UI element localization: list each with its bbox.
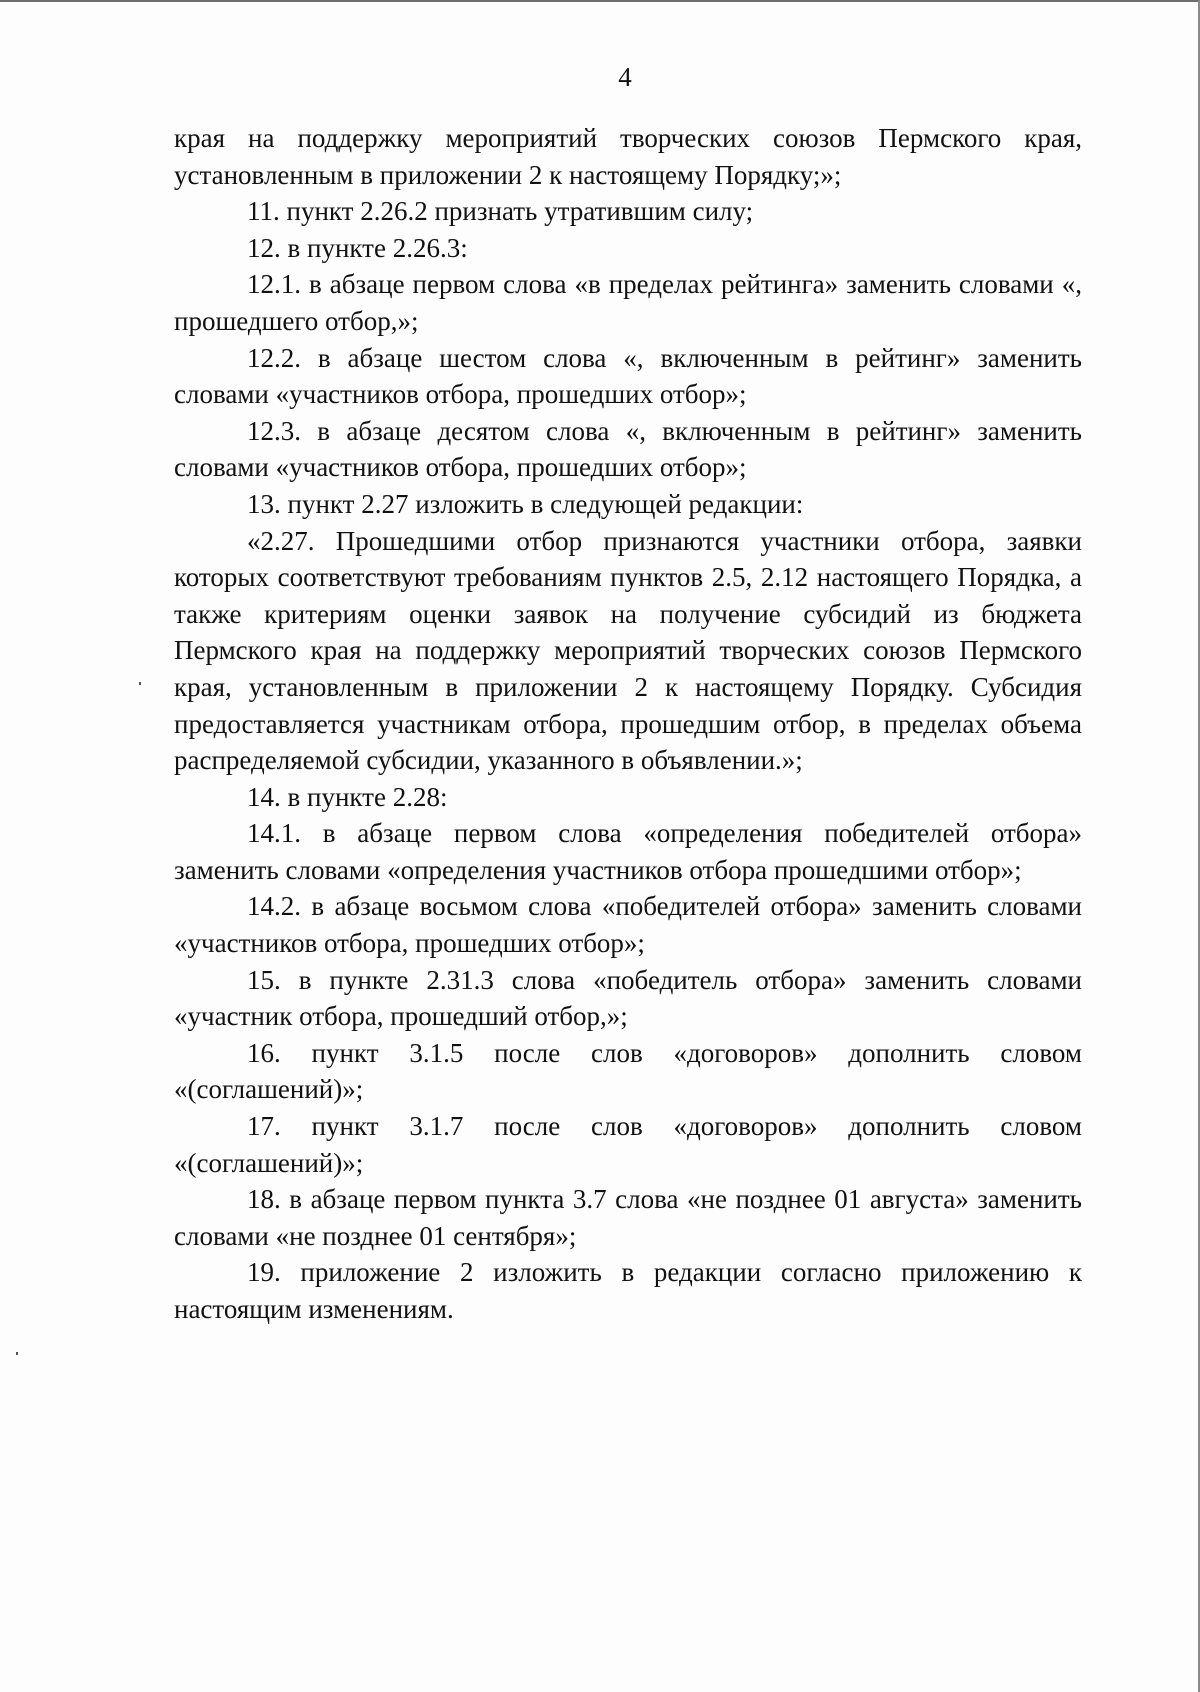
paragraph-item-17: 17. пункт 3.1.7 после слов «договоров» дополнить словом «(соглашений)»; [174,1111,1082,1178]
paragraph-continuation: края на поддержку мероприятий творческих союзов Пермского края, установленным в приложении 2 к настоящему Порядку;»; [174,123,1082,190]
paragraph-item-11: 11. пункт 2.26.2 признать утратившим силу; [247,196,754,227]
paragraph-item-12: 12. в пункте 2.26.3: [247,232,468,263]
paragraph-item-13: 13. пункт 2.27 изложить в следующей редакции: [247,488,804,519]
paragraph-item-12-2: 12.2. в абзаце шестом слова «, включенным в рейтинг» заменить словами «участников отбора, прошедших отбор»; [174,342,1082,410]
page-number: 4 [618,62,632,92]
scan-speck [16,1352,18,1355]
paragraph-item-16: 16. пункт 3.1.5 после слов «договоров» дополнить словом «(соглашений)»; [174,1037,1082,1105]
paragraph-item-14: 14. в пункте 2.28: [247,781,448,812]
paragraph-item-12-1: 12.1. в абзаце первом слова «в пределах рейтинга» заменить словами «, прошедшего отбор,»; [174,269,1082,336]
paragraph-item-2-27-text: «2.27. Прошедшими отбор признаются участники отбора, заявки которых соответствуют требованиям пунктов 2.5, 2.12 настоящего Порядка, а также критериям оценки заявок на получение субсидий из бюджета Пермского края на поддержку мероприятий творческих союзов Пермского края, установленным в приложении 2 к настоящему Порядку. Субсидия предоставляется участникам отбора, прошедшим отбор, в пределах объема распределяемой субсидии, указанного в объявлении.»; [174,525,1082,776]
paragraph-item-18: 18. в абзаце первом пункта 3.7 слова «не позднее 01 августа» заменить словами «не позднее 01 сентября»; [174,1184,1082,1251]
paragraph-item-15: 15. в пункте 2.31.3 слова «победитель отбора» заменить словами «участник отбора, прошедший отбор,»; [174,964,1082,1032]
paragraph-item-14-1: 14.1. в абзаце первом слова «определения победителей отбора» заменить словами «определения участников отбора прошедшими отбор»; [174,818,1082,885]
scan-top-edge [0,0,1200,2]
paragraph-item-14-2: 14.2. в абзаце восьмом слова «победителей отбора» заменить словами «участников отбора, прошедших отбор»; [174,891,1082,959]
scan-speck [139,682,141,685]
document-body [174,120,1082,1328]
paragraph-item-19: 19. приложение 2 изложить в редакции согласно приложению к настоящим изменениям. [174,1257,1082,1324]
paragraph-item-12-3: 12.3. в абзаце десятом слова «, включенным в рейтинг» заменить словами «участников отбора, прошедших отбор»; [174,415,1082,483]
